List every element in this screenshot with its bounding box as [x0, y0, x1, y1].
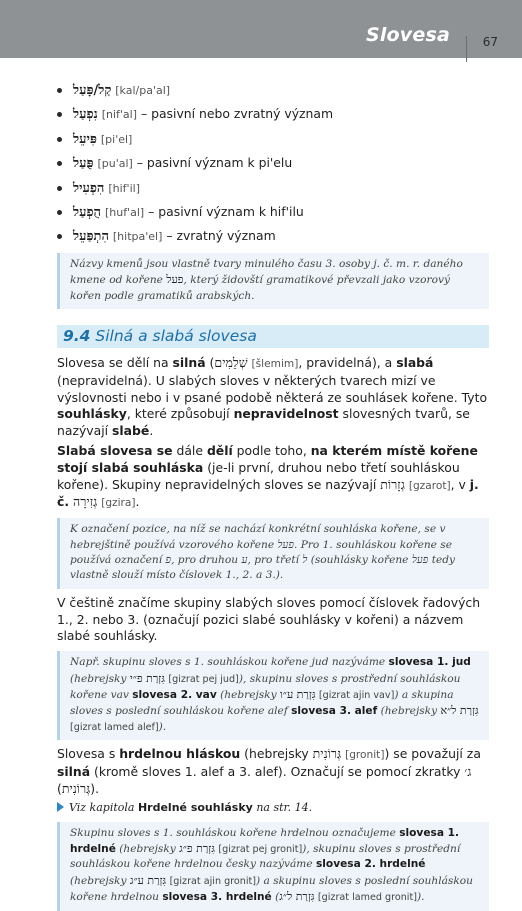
paragraph-czech-naming: V češtině značíme skupiny slabých sloves pomocí číslovek řadových 1., 2. nebo 3. (označují pozici slabé souhlásky v kořeni) a názvem slabé souhlásky.	[57, 594, 481, 644]
list-item: הֻפְעַל [huf'al] – pasivní význam k hif'ilu	[57, 200, 489, 224]
header-divider	[466, 36, 467, 62]
guttural-groups-note: Skupinu sloves s 1. souhláskou kořene hrdelnou označujeme slovesa 1. hrdelné (hebrejsky גִּזְרַת פ״ג [gizrat pej gronit]), skupinu sloves s prostřední souhláskou kořene hrdelnou česky nazýváme slovesa 2. hrdelné (hebrejsky גִּזְרַת ע״ג [gizrat ajin gronit]) a skupinu sloves s poslední souhláskou kořene hrdelnou slovesa 3. hrdelné (גִּזְרַת ל״ג [gizrat lamed gronit]).	[57, 822, 489, 911]
list-item: פֻּעַל [pu'al] – pasivní význam k pi'elu	[57, 151, 489, 175]
cross-reference[interactable]: Viz kapitola Hrdelné souhlásky na str. 14.	[57, 800, 489, 816]
list-item: הִתְפַּעֵל [hitpa'el] – zvratný význam	[57, 224, 489, 248]
root-position-note: K označení pozice, na níž se nachází konkrétní souhláska kořene, se v hebrejštině používá vzorového kořene פעל. Pro 1. souhláskou kořene se používá označení פ, pro druhou ע, pro třetí ל (souhlásky kořene פעל tedy vlastně slouží místo číslovek 1., 2. a 3.).	[57, 518, 489, 589]
chapter-title: Slovesa	[365, 24, 450, 46]
paragraph-guttural: Slovesa s hrdelnou hláskou (hebrejsky גְּרוֹנִית [gronit]) se považují za silná (kromě sloves 1. alef a 3. alef). Označují se pomocí zkratky ג׳ (גְּרוֹנִית).	[57, 746, 481, 796]
list-item: קַל/פָּעַל [kal/pa'al]	[57, 78, 489, 102]
page-content	[57, 78, 489, 911]
section-heading: 9.4 Silná a slabá slovesa	[57, 325, 489, 348]
list-item: נִפְעַל [nif'al] – pasivní nebo zvratný význam	[57, 102, 489, 126]
paragraph-strong-weak: Slovesa se dělí na silná (שְׁלֵמִים [šlemim], pravidelná), a slabá (nepravidelná). U slabých sloves v některých tvarech mizí ve výslovnosti nebo i v psané podobě některá ze souhlásek kořene. Tyto souhlásky, které způsobují nepravidelnost slovesných tvarů, se nazývají slabé.	[57, 355, 488, 439]
list-item: פִּיעֵל [pi'el]	[57, 127, 489, 151]
page-header	[0, 0, 522, 58]
stem-names-note: Názvy kmenů jsou vlastně tvary minulého času 3. osoby j. č. m. r. daného kmene od kořene פעל, který židovští gramatikové převzali jako vzorový kořen podle gramatiků arabských.	[57, 253, 489, 309]
verb-stem-list	[57, 78, 489, 249]
example-groups-note: Např. skupinu sloves s 1. souhláskou kořene jud nazýváme slovesa 1. jud (hebrejsky גִּזְרַת פ״י [gizrat pej jud]), skupinu sloves s prostřední souhláskou kořene vav slovesa 2. vav (hebrejsky גִּזְרַת ע״ו [gizrat ajin vav]) a skupina sloves s poslední souhláskou kořene alef slovesa 3. alef (hebrejsky גִּזְרַת ל״א [gizrat lamed alef]).	[57, 651, 489, 740]
arrow-right-icon	[57, 802, 64, 812]
paragraph-weak-division: Slabá slovesa se dále dělí podle toho, na kterém místě kořene stojí slabá souhláska (je-li první, druhou nebo třetí souhláskou kořene). Skupiny nepravidelných sloves se nazývají גְזָרוֹת [gzarot], v j. č. גְזִירָה [gzira].	[57, 443, 479, 510]
page-number: 67	[482, 35, 498, 49]
list-item: הִפְעִיל [hif'il]	[57, 176, 489, 200]
